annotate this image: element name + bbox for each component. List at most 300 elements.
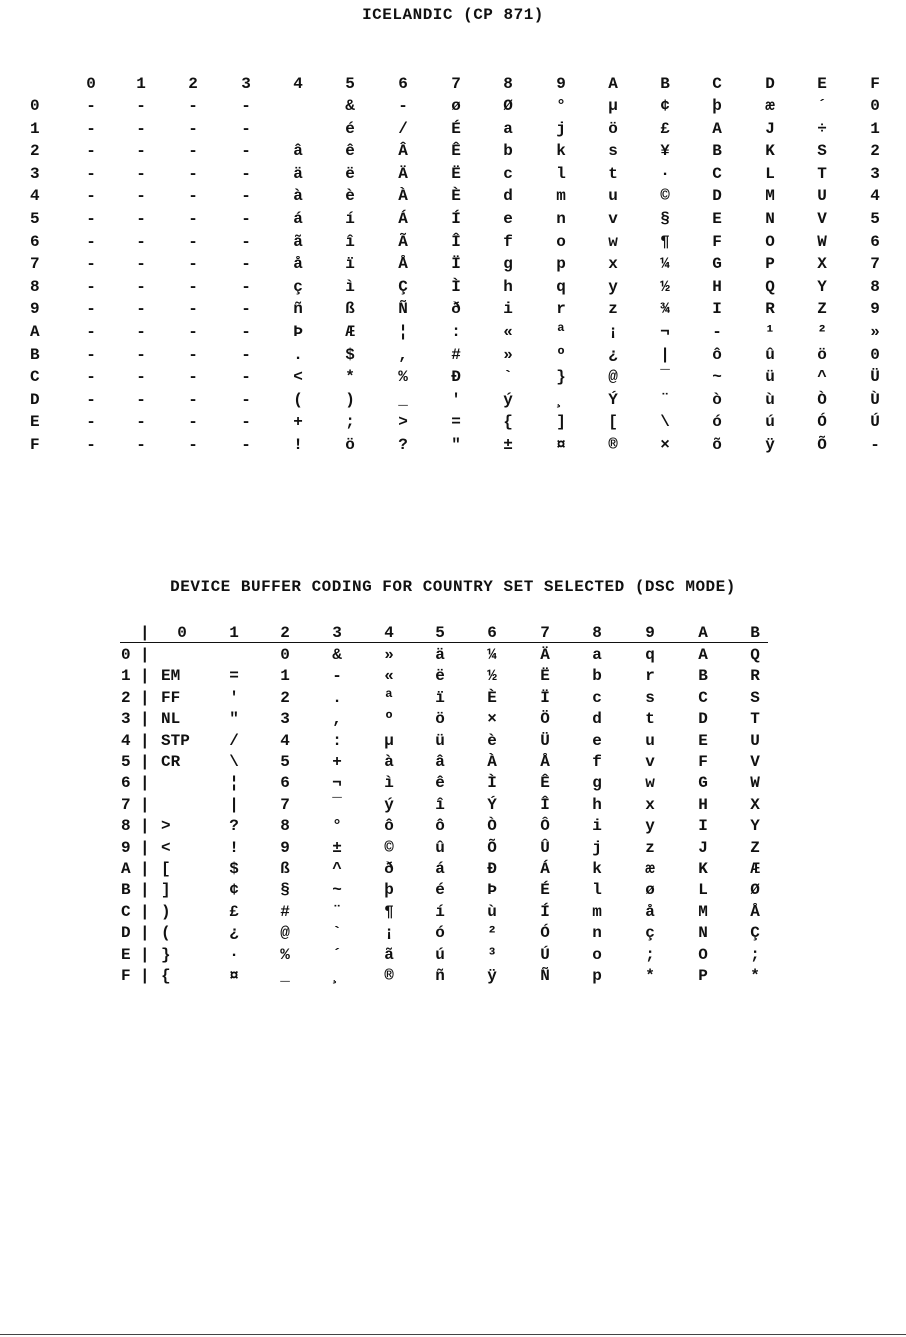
t2-col-header: A bbox=[698, 624, 708, 642]
t2-cell: ý bbox=[384, 795, 394, 814]
t1-cell: î bbox=[345, 232, 355, 251]
t2-cell: A bbox=[698, 646, 708, 664]
t1-cell: U bbox=[817, 187, 827, 206]
t1-cell: ' bbox=[451, 390, 461, 409]
t1-cell: Q bbox=[765, 277, 775, 296]
t1-row-label: 1 bbox=[30, 119, 40, 138]
t1-cell: X bbox=[817, 255, 827, 274]
t2-cell: û bbox=[435, 838, 445, 857]
t1-cell: - bbox=[136, 210, 146, 228]
t1-cell: ¶ bbox=[660, 232, 670, 251]
t1-cell: - bbox=[188, 97, 198, 115]
t2-cell: y bbox=[645, 817, 655, 836]
t1-cell: - bbox=[188, 210, 198, 228]
t1-cell: J bbox=[765, 119, 775, 138]
t2-cell: ½ bbox=[487, 667, 497, 686]
t1-cell: Ë bbox=[451, 164, 461, 183]
t1-col-header: C bbox=[712, 75, 722, 93]
t2-cell: . bbox=[332, 688, 342, 707]
t2-cell: > bbox=[161, 817, 171, 836]
t1-cell: - bbox=[188, 119, 198, 138]
t1-row-label: 3 bbox=[30, 164, 40, 183]
t1-cell: q bbox=[556, 277, 566, 296]
t2-cell: ß bbox=[280, 860, 290, 878]
t2-cell: g bbox=[592, 774, 602, 793]
t1-row-label: A bbox=[30, 323, 40, 341]
t1-cell: Õ bbox=[817, 436, 827, 454]
t1-cell: I bbox=[712, 300, 722, 319]
t2-cell: v bbox=[645, 753, 655, 771]
t2-cell: ç bbox=[645, 924, 655, 943]
t1-cell: ‾ bbox=[660, 368, 670, 387]
t2-cell: ~ bbox=[332, 881, 342, 900]
t1-cell: - bbox=[86, 164, 96, 183]
t1-cell: Ò bbox=[817, 390, 827, 409]
t1-cell: Ä bbox=[398, 164, 408, 183]
t2-cell: 4 bbox=[280, 731, 290, 750]
t1-cell: ö bbox=[345, 436, 355, 454]
t2-cell: À bbox=[487, 753, 497, 771]
t2-cell: º bbox=[384, 710, 394, 729]
t1-row-label: C bbox=[30, 368, 40, 387]
t1-cell: n bbox=[556, 210, 566, 228]
t2-cell: Ç bbox=[750, 924, 760, 943]
t2-cell: ª bbox=[384, 688, 394, 707]
t1-cell: T bbox=[817, 164, 827, 183]
t1-cell: » bbox=[503, 345, 513, 364]
t1-cell: } bbox=[556, 368, 566, 387]
t2-cell: S bbox=[750, 688, 760, 707]
t2-col-header: 3 bbox=[332, 624, 342, 642]
t1-col-header: 6 bbox=[398, 75, 408, 93]
t1-cell: . bbox=[293, 345, 303, 364]
t1-cell: - bbox=[136, 323, 146, 341]
t1-cell: M bbox=[765, 187, 775, 206]
t1-cell: - bbox=[136, 142, 146, 161]
t1-col-header: F bbox=[870, 75, 880, 93]
t2-cell: e bbox=[592, 731, 602, 750]
t1-row-label: 0 bbox=[30, 97, 40, 115]
t2-cell: M bbox=[698, 902, 708, 921]
t1-cell: < bbox=[293, 368, 303, 387]
t2-cell: î bbox=[435, 795, 445, 814]
t2-cell: á bbox=[435, 860, 445, 878]
t1-cell: ñ bbox=[293, 300, 303, 319]
t1-cell: Í bbox=[451, 210, 461, 228]
t2-cell: ÿ bbox=[487, 967, 497, 985]
t1-cell: - bbox=[188, 300, 198, 319]
table1-title: ICELANDIC (CP 871) bbox=[362, 6, 544, 24]
t2-cell: Ü bbox=[540, 731, 550, 750]
t1-cell: Å bbox=[398, 255, 408, 274]
t1-cell: = bbox=[451, 413, 461, 432]
t2-row-divider: | bbox=[140, 774, 150, 793]
t2-cell: ú bbox=[435, 945, 445, 964]
t2-cell: Û bbox=[540, 838, 550, 857]
t2-row-divider: | bbox=[140, 710, 150, 729]
t1-cell: ï bbox=[345, 255, 355, 274]
t2-cell: c bbox=[592, 688, 602, 707]
t1-cell: v bbox=[608, 210, 618, 228]
t2-cell: ® bbox=[384, 967, 394, 985]
t1-cell: - bbox=[86, 119, 96, 138]
t1-cell: « bbox=[503, 323, 513, 341]
t2-cell: J bbox=[698, 838, 708, 857]
t2-cell: ‾ bbox=[332, 795, 342, 814]
t2-cell: m bbox=[592, 902, 602, 921]
t1-cell: Á bbox=[398, 210, 408, 228]
t1-cell: e bbox=[503, 210, 513, 228]
t1-cell: , bbox=[398, 345, 408, 364]
table2-title: DEVICE BUFFER CODING FOR COUNTRY SET SELECTED (DSC MODE) bbox=[170, 578, 736, 596]
t2-cell: CR bbox=[161, 753, 181, 771]
t1-cell: # bbox=[451, 345, 461, 364]
t2-cell: ô bbox=[384, 817, 394, 836]
t1-row-label: 8 bbox=[30, 277, 40, 296]
t2-cell: Þ bbox=[487, 881, 497, 900]
t1-cell: Ì bbox=[451, 277, 461, 296]
t2-cell: ± bbox=[332, 838, 342, 857]
t2-cell: 7 bbox=[280, 795, 290, 814]
t1-col-f-cell: 2 bbox=[870, 142, 880, 161]
t1-cell: Þ bbox=[293, 323, 303, 341]
t1-cell: Ø bbox=[503, 97, 513, 115]
t1-cell: t bbox=[608, 164, 618, 183]
t2-row-divider: | bbox=[140, 860, 150, 878]
t2-cell: Ê bbox=[540, 774, 550, 793]
t1-cell: - bbox=[241, 97, 251, 115]
t2-cell: @ bbox=[280, 924, 290, 943]
t1-cell: y bbox=[608, 277, 618, 296]
t2-cell: u bbox=[645, 731, 655, 750]
t2-row-label: A bbox=[121, 860, 131, 878]
t1-cell: { bbox=[503, 413, 513, 432]
t1-cell: m bbox=[556, 187, 566, 206]
t1-cell: S bbox=[817, 142, 827, 161]
t1-cell: - bbox=[241, 436, 251, 454]
t1-cell: F bbox=[712, 232, 722, 251]
t2-cell: Ö bbox=[540, 710, 550, 729]
t1-col-header: 9 bbox=[556, 75, 566, 93]
t1-cell: ò bbox=[712, 390, 722, 409]
t1-cell: - bbox=[188, 390, 198, 409]
t2-cell: : bbox=[332, 731, 342, 750]
t2-cell: q bbox=[645, 646, 655, 664]
t1-cell: Î bbox=[451, 232, 461, 251]
t1-cell: - bbox=[86, 187, 96, 206]
t1-cell: - bbox=[241, 390, 251, 409]
t1-cell: § bbox=[660, 210, 670, 228]
t1-cell: - bbox=[86, 142, 96, 161]
t2-cell: Õ bbox=[487, 838, 497, 857]
t2-cell: _ bbox=[280, 967, 290, 985]
t1-cell: G bbox=[712, 255, 722, 274]
t1-col-header: 8 bbox=[503, 75, 513, 93]
t2-cell: â bbox=[435, 753, 445, 771]
t1-cell: - bbox=[86, 436, 96, 454]
t2-cell: ? bbox=[229, 817, 239, 836]
t1-cell: ¡ bbox=[608, 323, 618, 341]
t1-cell: g bbox=[503, 255, 513, 274]
t2-col-header: 2 bbox=[280, 624, 290, 642]
t2-row-divider: | bbox=[140, 945, 150, 964]
t1-col-f-cell: 9 bbox=[870, 300, 880, 319]
t2-cell: x bbox=[645, 795, 655, 814]
t2-cell: X bbox=[750, 795, 760, 814]
t2-cell: 8 bbox=[280, 817, 290, 836]
t2-cell: B bbox=[698, 667, 708, 686]
t1-cell: ù bbox=[765, 390, 775, 409]
t2-cell: R bbox=[750, 667, 760, 686]
t1-cell: ^ bbox=[817, 368, 827, 387]
t2-cell: ê bbox=[435, 774, 445, 793]
t2-cell: 5 bbox=[280, 753, 290, 771]
t1-cell: ú bbox=[765, 413, 775, 432]
t1-cell: ÿ bbox=[765, 436, 775, 454]
t1-cell: Z bbox=[817, 300, 827, 319]
t2-row-divider: | bbox=[140, 881, 150, 900]
t2-cell: * bbox=[645, 967, 655, 985]
t2-cell: Y bbox=[750, 817, 760, 836]
t1-cell: H bbox=[712, 277, 722, 296]
t1-cell: - bbox=[188, 368, 198, 387]
t1-col-header: 4 bbox=[293, 75, 303, 93]
t2-cell: Í bbox=[540, 902, 550, 921]
t1-cell: ¸ bbox=[556, 390, 566, 409]
t2-cell: ë bbox=[435, 667, 445, 686]
t2-cell: ¿ bbox=[229, 924, 239, 943]
t2-cell: ñ bbox=[435, 967, 445, 985]
t2-cell: ü bbox=[435, 731, 445, 750]
t1-cell: ó bbox=[712, 413, 722, 432]
t1-cell: z bbox=[608, 300, 618, 319]
t2-cell: N bbox=[698, 924, 708, 943]
t1-cell: ; bbox=[345, 413, 355, 432]
t1-cell: - bbox=[86, 255, 96, 274]
t2-cell: Z bbox=[750, 838, 760, 857]
t1-cell: - bbox=[188, 164, 198, 183]
t2-cell: ¢ bbox=[229, 881, 239, 900]
t1-cell: ð bbox=[451, 300, 461, 319]
t1-col-f-cell: 7 bbox=[870, 255, 880, 274]
t2-col-header: B bbox=[750, 624, 760, 642]
t2-cell: FF bbox=[161, 688, 181, 707]
t1-col-f-cell: 0 bbox=[870, 345, 880, 364]
t2-cell: \ bbox=[229, 753, 239, 771]
t1-col-header: 5 bbox=[345, 75, 355, 93]
t1-cell: ä bbox=[293, 164, 303, 183]
t1-cell: ¹ bbox=[765, 323, 775, 341]
t1-cell: õ bbox=[712, 436, 722, 454]
t1-cell: - bbox=[136, 232, 146, 251]
t2-row-label: 4 bbox=[121, 731, 131, 750]
t2-cell: n bbox=[592, 924, 602, 943]
t1-cell: - bbox=[86, 345, 96, 364]
t1-cell: O bbox=[765, 232, 775, 251]
t1-cell: k bbox=[556, 142, 566, 161]
t1-cell: ö bbox=[608, 119, 618, 138]
t1-cell: - bbox=[136, 255, 146, 274]
t2-cell: ² bbox=[487, 924, 497, 943]
t1-cell: P bbox=[765, 255, 775, 274]
t1-cell: µ bbox=[608, 97, 618, 115]
t1-cell: A bbox=[712, 119, 722, 138]
t1-row-label: E bbox=[30, 413, 40, 432]
t1-cell: C bbox=[712, 164, 722, 183]
t2-cell: Ú bbox=[540, 945, 550, 964]
t1-cell: - bbox=[241, 345, 251, 364]
t1-col-header: E bbox=[817, 75, 827, 93]
t2-cell: | bbox=[229, 795, 239, 814]
t2-row-divider: | bbox=[140, 924, 150, 943]
t2-cell: d bbox=[592, 710, 602, 729]
t1-cell: & bbox=[345, 97, 355, 115]
t1-cell: B bbox=[712, 142, 722, 161]
t2-cell: ] bbox=[161, 881, 171, 900]
t1-cell: ë bbox=[345, 164, 355, 183]
t2-cell: ¡ bbox=[384, 924, 394, 943]
t1-cell: f bbox=[503, 232, 513, 251]
t1-cell: L bbox=[765, 164, 775, 183]
t1-cell: / bbox=[398, 119, 408, 138]
t2-row-label: 7 bbox=[121, 795, 131, 814]
t2-row-label: 9 bbox=[121, 838, 131, 857]
t2-cell: ¨ bbox=[332, 902, 342, 921]
t1-cell: r bbox=[556, 300, 566, 319]
t1-cell: ´ bbox=[817, 97, 827, 115]
t2-cell: Å bbox=[540, 753, 550, 771]
t1-cell: - bbox=[136, 390, 146, 409]
t2-cell: D bbox=[698, 710, 708, 729]
t2-cell: ) bbox=[161, 902, 171, 921]
t2-cell: 3 bbox=[280, 710, 290, 729]
t1-cell: - bbox=[188, 187, 198, 206]
t2-cell: NL bbox=[161, 710, 181, 729]
t1-cell: - bbox=[86, 232, 96, 251]
t1-cell: é bbox=[345, 119, 355, 138]
t2-cell: V bbox=[750, 753, 760, 771]
t1-cell: - bbox=[136, 119, 146, 138]
table2-header-rule bbox=[120, 642, 768, 643]
t1-cell: ô bbox=[712, 345, 722, 364]
t1-cell: ¦ bbox=[398, 323, 408, 341]
t2-cell: ¤ bbox=[229, 967, 239, 985]
t1-cell: - bbox=[86, 210, 96, 228]
t1-cell: b bbox=[503, 142, 513, 161]
t1-cell: ö bbox=[817, 345, 827, 364]
t1-cell: ß bbox=[345, 300, 355, 319]
t1-cell: ã bbox=[293, 232, 303, 251]
t1-cell: ¨ bbox=[660, 390, 670, 409]
t2-cell: « bbox=[384, 667, 394, 686]
t1-cell: \ bbox=[660, 413, 670, 432]
t1-cell: Y bbox=[817, 277, 827, 296]
t2-cell: " bbox=[229, 710, 239, 729]
t1-cell: - bbox=[188, 436, 198, 454]
t2-cell: k bbox=[592, 860, 602, 878]
t1-cell: ª bbox=[556, 323, 566, 341]
t1-col-f-cell: 4 bbox=[870, 187, 880, 206]
t1-col-header: 7 bbox=[451, 75, 461, 93]
t2-cell: L bbox=[698, 881, 708, 900]
page-bottom-rule bbox=[0, 1334, 906, 1335]
t2-cell: E bbox=[698, 731, 708, 750]
t1-cell: ± bbox=[503, 436, 513, 454]
t1-cell: ì bbox=[345, 277, 355, 296]
t1-cell: - bbox=[241, 300, 251, 319]
t1-cell: ê bbox=[345, 142, 355, 161]
t2-cell: O bbox=[698, 945, 708, 964]
t1-cell: - bbox=[188, 142, 198, 161]
t2-cell: j bbox=[592, 838, 602, 857]
t2-cell: ^ bbox=[332, 860, 342, 878]
t1-cell: ý bbox=[503, 390, 513, 409]
t2-cell: a bbox=[592, 646, 602, 664]
t2-row-divider: | bbox=[140, 753, 150, 771]
t1-cell: - bbox=[136, 300, 146, 319]
t1-cell: æ bbox=[765, 97, 775, 115]
t2-col-header: 9 bbox=[645, 624, 655, 642]
t1-cell: - bbox=[136, 368, 146, 387]
t2-cell: z bbox=[645, 838, 655, 857]
t2-cell: å bbox=[645, 902, 655, 921]
t1-cell: - bbox=[86, 97, 96, 115]
t2-cell: h bbox=[592, 795, 602, 814]
t2-row-divider: | bbox=[140, 667, 150, 686]
t1-col-f-cell: 8 bbox=[870, 277, 880, 296]
t1-cell: @ bbox=[608, 368, 618, 387]
t1-cell: £ bbox=[660, 119, 670, 138]
t2-cell: ã bbox=[384, 945, 394, 964]
t2-cell: # bbox=[280, 902, 290, 921]
t1-cell: - bbox=[136, 436, 146, 454]
t2-row-label: C bbox=[121, 902, 131, 921]
t1-col-f-cell: 0 bbox=[870, 97, 880, 115]
t1-cell: p bbox=[556, 255, 566, 274]
t1-cell: · bbox=[660, 164, 670, 183]
t2-cell: 1 bbox=[280, 667, 290, 686]
t1-cell: | bbox=[660, 345, 670, 364]
t1-cell: Ç bbox=[398, 277, 408, 296]
t2-cell: Î bbox=[540, 795, 550, 814]
t2-row-label: 3 bbox=[121, 710, 131, 729]
t2-cell: § bbox=[280, 881, 290, 900]
t1-cell: " bbox=[451, 436, 461, 454]
t2-cell: Ñ bbox=[540, 967, 550, 985]
t2-row-label: 0 bbox=[121, 646, 131, 664]
t1-cell: * bbox=[345, 368, 355, 387]
t1-cell: í bbox=[345, 210, 355, 228]
t2-cell: T bbox=[750, 710, 760, 729]
t1-cell: ø bbox=[451, 97, 461, 115]
t2-cell: × bbox=[487, 710, 497, 729]
t1-cell: É bbox=[451, 119, 461, 138]
t1-cell: N bbox=[765, 210, 775, 228]
t1-cell: - bbox=[136, 97, 146, 115]
t1-col-f-cell: 6 bbox=[870, 232, 880, 251]
t2-cell: ø bbox=[645, 881, 655, 900]
t1-cell: a bbox=[503, 119, 513, 138]
t1-cell: Ó bbox=[817, 413, 827, 432]
t2-cell: ; bbox=[645, 945, 655, 964]
t2-cell: è bbox=[487, 731, 497, 750]
t2-cell: r bbox=[645, 667, 655, 686]
t1-cell: o bbox=[556, 232, 566, 251]
t1-cell: $ bbox=[345, 345, 355, 364]
t1-cell: W bbox=[817, 232, 827, 251]
t2-cell: p bbox=[592, 967, 602, 985]
t2-row-divider: | bbox=[140, 902, 150, 921]
